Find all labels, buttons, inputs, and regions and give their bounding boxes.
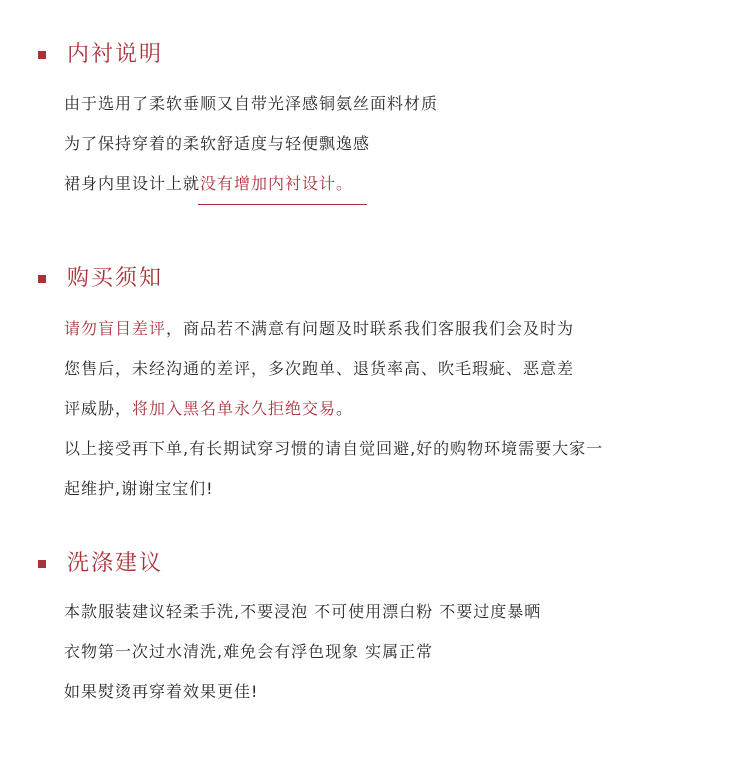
lining-line-1: 由于选用了柔软垂顺又自带光泽感铜氨丝面料材质 xyxy=(64,94,439,113)
notice-line-3 xyxy=(64,398,353,420)
notice-highlight-1: 请勿盲目差评 xyxy=(64,319,167,338)
notice-line-5: 起维护,谢谢宝宝们! xyxy=(64,479,214,498)
lining-line-3-prefix: 裙身内里设计上就 xyxy=(64,174,201,193)
lining-title: 内衬说明 xyxy=(67,42,164,67)
notice-line-1 xyxy=(64,318,574,340)
square-bullet-icon xyxy=(38,275,46,283)
lining-highlight xyxy=(200,173,353,195)
lining-header xyxy=(38,40,163,70)
washing-line-1: 本款服装建议轻柔手洗,不要浸泡 不可使用漂白粉 不要过度暴晒 xyxy=(64,602,542,621)
washing-line-3: 如果熨烫再穿着效果更佳! xyxy=(64,682,259,701)
square-bullet-icon xyxy=(38,560,46,568)
lining-highlight-text: 没有增加内衬设计。 xyxy=(200,174,354,193)
lining-line-3 xyxy=(64,173,353,195)
washing-title: 洗涤建议 xyxy=(67,551,164,576)
lining-line-2: 为了保持穿着的柔软舒适度与轻便飘逸感 xyxy=(64,134,371,153)
notice-line-3-prefix: 评威胁， xyxy=(64,399,133,418)
notice-line-2: 您售后，未经沟通的差评，多次跑单、退货率高、吹毛瑕疵、恶意差 xyxy=(64,359,575,378)
notice-line-4: 以上接受再下单,有长期试穿习惯的请自觉回避,好的购物环境需要大家一 xyxy=(64,439,604,458)
washing-line-2: 衣物第一次过水清洗,难免会有浮色现象 实属正常 xyxy=(64,642,434,661)
highlight-underline xyxy=(198,204,367,205)
notice-line-3-suffix: 。 xyxy=(336,399,354,418)
notice-header xyxy=(38,264,163,294)
square-bullet-icon xyxy=(38,51,46,59)
notice-highlight-2: 将加入黑名单永久拒绝交易 xyxy=(132,399,337,418)
notice-line-1-rest: ，商品若不满意有问题及时联系我们客服我们会及时为 xyxy=(166,319,575,338)
washing-header xyxy=(38,549,163,579)
notice-title: 购买须知 xyxy=(67,266,164,291)
